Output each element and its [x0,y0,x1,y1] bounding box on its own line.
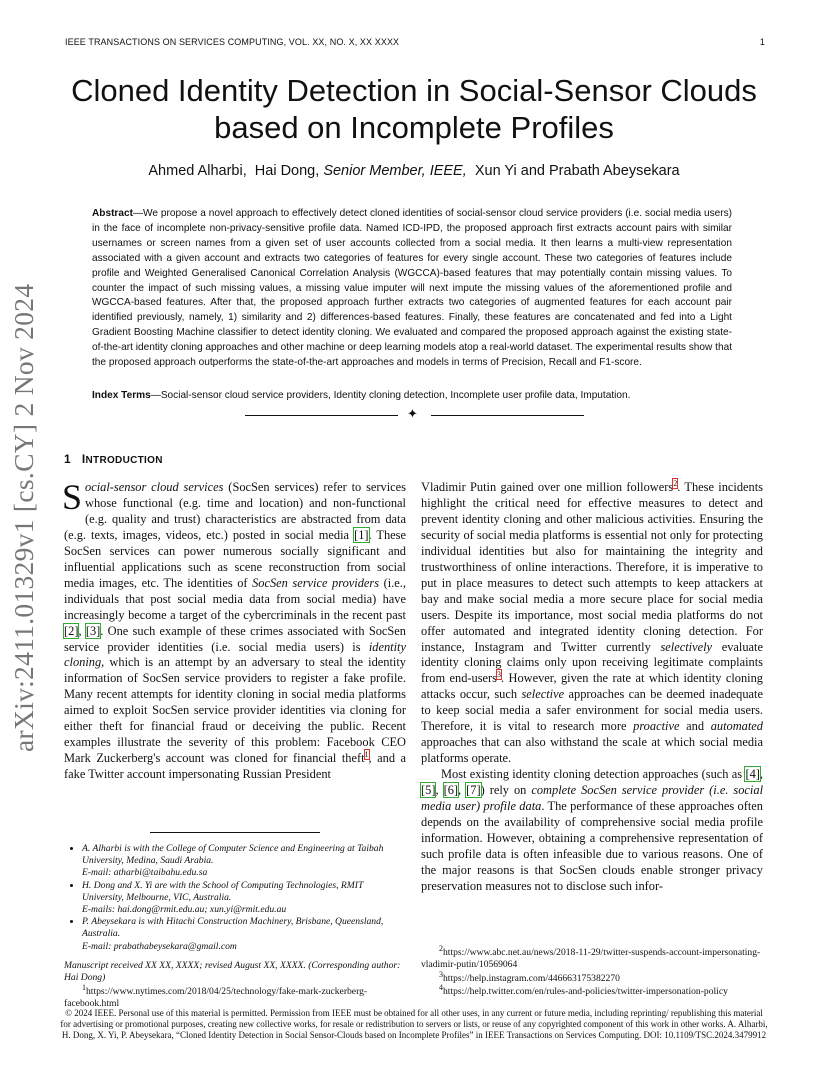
footnote-1 [64,982,406,1009]
text-run: . One such example of these crimes associated with SocSen service provider identities (i.e. social media users) is [64,623,406,654]
affiliation-text: A. Alharbi is with the College of Computer Science and Engineering at Taibah University, Medina, Saudi Arabia. [82,843,384,867]
footnote-2 [421,943,763,971]
text-run: and [679,719,711,734]
footnote-rule [150,832,320,833]
text-run: . These incidents highlight the critical need for effective measures to detect and prevent identity cloning and other malicious activities. Ensuring the security of social media platforms is essential not only for protecting individual identities but also for maintaining the integrity and trustworthiness of online interactions. Therefore, it is imperative to put in place measures to detect such attempts to keep attackers at bay and make social media a more secure place for social media users. Despite its importance, most social media platforms do not offer automated and integrated identity cloning detection. For instance, Instagram and Twitter currently [421,480,763,654]
footnote-4-number: 4 [439,983,443,993]
footnote-3 [421,969,763,985]
affiliation-item [82,880,406,917]
running-header [65,37,765,47]
text-run: evaluate identity cloning claims only upon receiving legitimate complaints from end-users [421,639,763,686]
footnote-link[interactable]: 3 [497,670,501,680]
text-run: , [458,783,467,798]
author-list [60,163,768,179]
text-run: Most existing identity cloning detection approaches (such as [441,767,746,782]
citation-link[interactable]: [2] [64,623,79,638]
text-run: approaches that can also withstand the scale at which social media platforms operate. [421,735,763,766]
section-divider [245,409,585,423]
footnote-link[interactable]: 1 [364,750,369,760]
term-socsen-services: ocial-sensor cloud services [85,480,224,494]
drop-cap: S [62,477,83,517]
index-terms-label: Index Terms [92,390,151,401]
intro-paragraph-1-cont [421,480,763,767]
text-run: , [435,783,444,798]
column-left [62,477,407,783]
citation-link[interactable]: [5] [421,783,436,798]
section-title-rest: NTRODUCTION [85,455,163,466]
affiliation-item [82,843,406,880]
abstract [92,207,732,371]
text-run: , [78,623,86,638]
intro-paragraph-1 [62,477,407,783]
text-run: ) rely on [480,783,532,798]
text-run: . The performance of these approaches often depends on the availability of comprehensive social media profile information. However, obtaining a comprehensive representation of such profile data is often infeasible due to various reasons. One of the major reasons is that SocSen clouds enable stronger privacy preservation measures not to disclose such infor- [421,799,763,893]
section-heading [64,452,163,466]
index-terms-text: —Social-sensor cloud service providers, Identity cloning detection, Incomplete user profile data, Imputation. [150,390,631,401]
text-run: (SocSen services) refer to services whose functional (e.g. time and location) and non-functional (e.g. quality and trust) characteristics are abstracted from data (e.g. texts, images, videos, etc.) posted in social media [64,480,407,542]
footnote-1-number: 1 [82,982,86,992]
term-identity-cloning: identity cloning [64,639,406,670]
column-right [421,480,763,895]
copyright-notice: © 2024 IEEE. Personal use of this material is permitted. Permission from IEEE must be obtained for all other uses, in any current or future media, including reprinting/ republishing this material for advertising or promotional purposes, creating new collective works, for resale or redistribution to servers or lists, or reuse of any copyrighted component of this work in other works. A. Alharbi, H. Dong, X. Yi, P. Abeysekara, “Cloned Identity Detection in Social Sensor-Clouds based on Incomplete Profiles” in IEEE Transactions on Services Computing. DOI: 10.1109/TSC.2024.3479912 [60,1008,768,1040]
citation-link[interactable]: [4] [745,767,760,782]
footnote-2-url[interactable]: https://www.abc.net.au/news/2018-11-29/twitter-suspends-account-impersonating-vladimir-putin/10569064 [421,947,761,970]
text-run: approaches can be deemed inadequate to keep social media a safer environment for social media users. Therefore, it is vital to research more [421,687,763,734]
citation-link[interactable]: [7] [466,783,481,798]
text-run: , and a fake Twitter account impersonating Russian President [64,751,406,782]
divider-diamond-icon: ✦ [407,407,418,422]
footnotes-right [421,943,763,1000]
manuscript-text: Manuscript received XX XX, XXXX; revised August XX, XXXX. (Corresponding author: Hai Dong) [64,960,401,984]
text-run: . These SocSen services can power numerous socially significant and influential applications such as scene reconstruction from social media images, etc. The identities of [64,527,406,590]
paper-title: Cloned Identity Detection in Social-Sensor Clouds based on Incomplete Profiles [71,73,757,145]
text-run: . However, given the rate at which identity cloning attacks occur, such [421,671,763,702]
affiliation-email: E-mails: hai.dong@rmit.edu.au; xun.yi@rmit.edu.au [82,904,287,916]
affiliation-text: H. Dong and X. Yi are with the School of Computing Technologies, RMIT University, Melbourne, VIC, Australia. [82,879,364,903]
term-providers: SocSen service providers [252,575,380,590]
citation-link[interactable]: [6] [443,783,459,798]
section-title-first: I [81,452,86,466]
term-proactive: proactive [633,719,680,734]
term-selective: selective [521,687,565,702]
footnote-1-url[interactable]: https://www.nytimes.com/2018/04/25/technology/fake-mark-zuckerberg-facebook.html [64,986,368,1009]
intro-paragraph-2 [421,767,763,895]
text-run: , [759,767,763,782]
footnote-link[interactable]: 2 [673,478,678,488]
author-1: Ahmed Alharbi, [148,163,247,179]
divider-line-right [431,415,584,416]
author-2: Hai Dong, [254,163,320,179]
footnote-3-url[interactable]: https://help.instagram.com/446663175382270 [443,972,620,984]
text-run: Vladimir Putin gained over one million followers [421,480,674,494]
affiliations [64,843,406,953]
abstract-text: —We propose a novel approach to effectively detect cloned identities of social-sensor cloud service providers (i.e. social media users) in the face of incomplete non-privacy-sensitive profile data. Named ICD-IPD, the proposed approach first extracts account pairs with similar usernames or screen names from a given set of user accounts collected from a social media. It then learns a multi-view representation associated with a given account and extracts two categories of features for every single account. These two categories of features include profile and Weighted Generalised Canonical Correlation Analysis (WGCCA)-based features that may potentially contain missing values. To counter the impact of such missing values, a missing value imputer will next impute the missing values of the aforementioned profile and WGCCA-based features. After that, the proposed approach further extracts two categories of augmented features for each account pair identified previously, namely, 1) similarity and 2) differences-based features. Finally, these features are concatenated and fed into a Light Gradient Boosting Machine classifier to detect identity cloning. We evaluated and compared the proposed approach against the existing state-of-the-art identity cloning approaches and other machine or deep learning models atop a real-world dataset. The experimental results show that the proposed approach outperforms the state-of-the-art approaches and models in terms of Precision, Recall and F1-score. [92,208,732,369]
text-run: (i.e., individuals that post social media data from social media) have increasingly become a target of the cybercriminals in the recent past [64,575,406,622]
page-number: 1 [759,37,765,47]
term-selectively: selectively [660,639,713,654]
term-complete-profile: complete SocSen service provider (i.e. social media user) profile data [421,783,764,814]
affiliation-email: E-mail: prabathabeysekara@gmail.com [82,940,237,952]
author-2-role: Senior Member, IEEE, [323,163,467,179]
footnote-4-url[interactable]: https://help.twitter.com/en/rules-and-policies/twitter-impersonation-policy [443,986,728,998]
index-terms [92,389,732,404]
citation-link[interactable]: [1] [354,527,369,542]
author-3-4: Xun Yi and Prabath Abeysekara [474,163,680,179]
footnote-2-number: 2 [439,943,443,953]
section-number: 1 [64,452,71,466]
text-run: , which is an attempt by an adversary to steal the identity information of SocSen service providers to register a fake profile. Many recent attempts for identity cloning in social media platforms aimed to exploit SocSen service provider identities via cloning for either theft for financial fraud or deceiving the public. Recent examples illustrate the severity of this problem: Facebook CEO Mark Zuckerberg's account was cloned for financial theft [64,655,406,766]
citation-link[interactable]: [3] [85,623,101,638]
term-automated: automated [710,719,763,734]
arxiv-stamp[interactable]: arXiv:2411.01329v1 [cs.CY] 2 Nov 2024 [8,283,39,752]
abstract-label: Abstract [92,208,133,219]
journal-name: IEEE TRANSACTIONS ON SERVICES COMPUTING, VOL. XX, NO. X, XX XXXX [65,37,400,47]
manuscript-note [64,960,406,984]
affiliation-text: P. Abeysekara is with Hitachi Construction Machinery, Brisbane, Queensland, Australia. [82,916,384,940]
divider-line-left [245,415,398,416]
footnote-4 [421,983,763,998]
affiliation-item [82,916,406,953]
affiliation-email: E-mail: atharbi@taibahu.edu.sa [82,867,208,879]
footnote-3-number: 3 [439,969,443,979]
